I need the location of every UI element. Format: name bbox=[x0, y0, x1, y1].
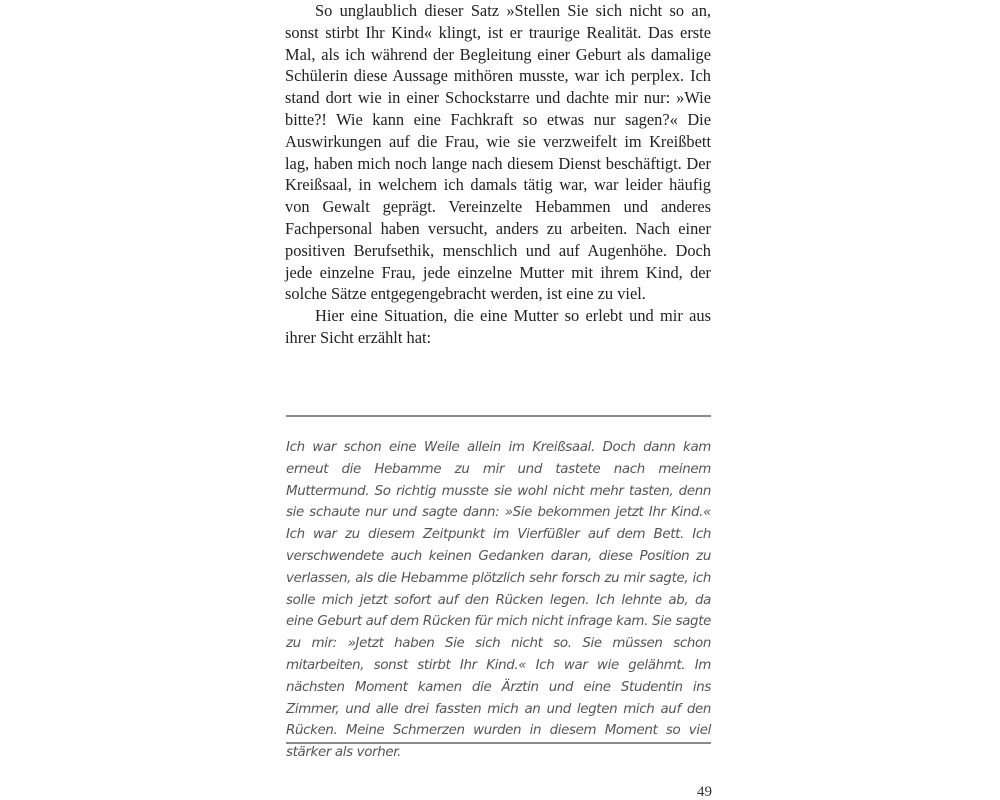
paragraph-2: Hier eine Situation, die eine Mutter so erlebt und mir aus ihrer Sicht erzählt hat: bbox=[285, 306, 711, 347]
body-text bbox=[285, 0, 711, 349]
quote-top-rule bbox=[286, 415, 711, 417]
quote-text: Ich war schon eine Weile allein im Kreißsaal. Doch dann kam erneut die Hebamme zu mir und tastete nach meinem Muttermund. So richtig musste sie wohl nicht mehr tasten, denn sie schaute nur und sagte dann: »Sie bekommen jetzt Ihr Kind.« Ich war zu diesem Zeitpunkt im Vierfüßler auf dem Bett. Ich verschwendete auch keinen Gedanken daran, diese Position zu verlassen, als die Hebamme plötzlich sehr forsch zu mir sagte, ich solle mich jetzt sofort auf den Rücken legen. Ich lehnte ab, da eine Geburt auf dem Rücken für mich nicht infrage kam. Sie sagte zu mir: »Jetzt haben Sie sich nicht so. Sie müssen schon mitarbeiten, sonst stirbt Ihr Kind.« Ich war wie gelähmt. Im nächsten Moment kamen die Ärztin und eine Studentin ins Zimmer, und alle drei fassten mich an und legten mich auf den Rücken. Meine Schmerzen wurden in diesem Moment so viel stärker als vorher. bbox=[286, 440, 711, 761]
page-number: 49 bbox=[697, 784, 712, 800]
quote-bottom-rule bbox=[286, 742, 711, 744]
quote-block bbox=[286, 437, 711, 764]
paragraph-1: So unglaublich dieser Satz »Stellen Sie sich nicht so an, sonst stirbt Ihr Kind« klingt, ist er traurige Realität. Das erste Mal, als ich während der Begleitung einer Geburt als damalige Schülerin diese Aussage mithören musste, war ich perplex. Ich stand dort wie in einer Schockstarre und dachte mir nur: »Wie bitte?! Wie kann eine Fachkraft so etwas nur sagen?« Die Auswirkungen auf die Frau, wie sie verzweifelt im Kreißbett lag, haben mich noch lange nach diesem Dienst beschäftigt. Der Kreißsaal, in welchem ich damals tätig war, war leider häufig von Gewalt geprägt. Vereinzelte Hebammen und anderes Fachpersonal haben versucht, anders zu arbeiten. Nach einer positiven Berufsethik, menschlich und auf Augenhöhe. Doch jede einzelne Frau, jede einzelne Mutter mit ihrem Kind, der solche Sätze entgegengebracht werden, ist eine zu viel. bbox=[285, 1, 711, 304]
